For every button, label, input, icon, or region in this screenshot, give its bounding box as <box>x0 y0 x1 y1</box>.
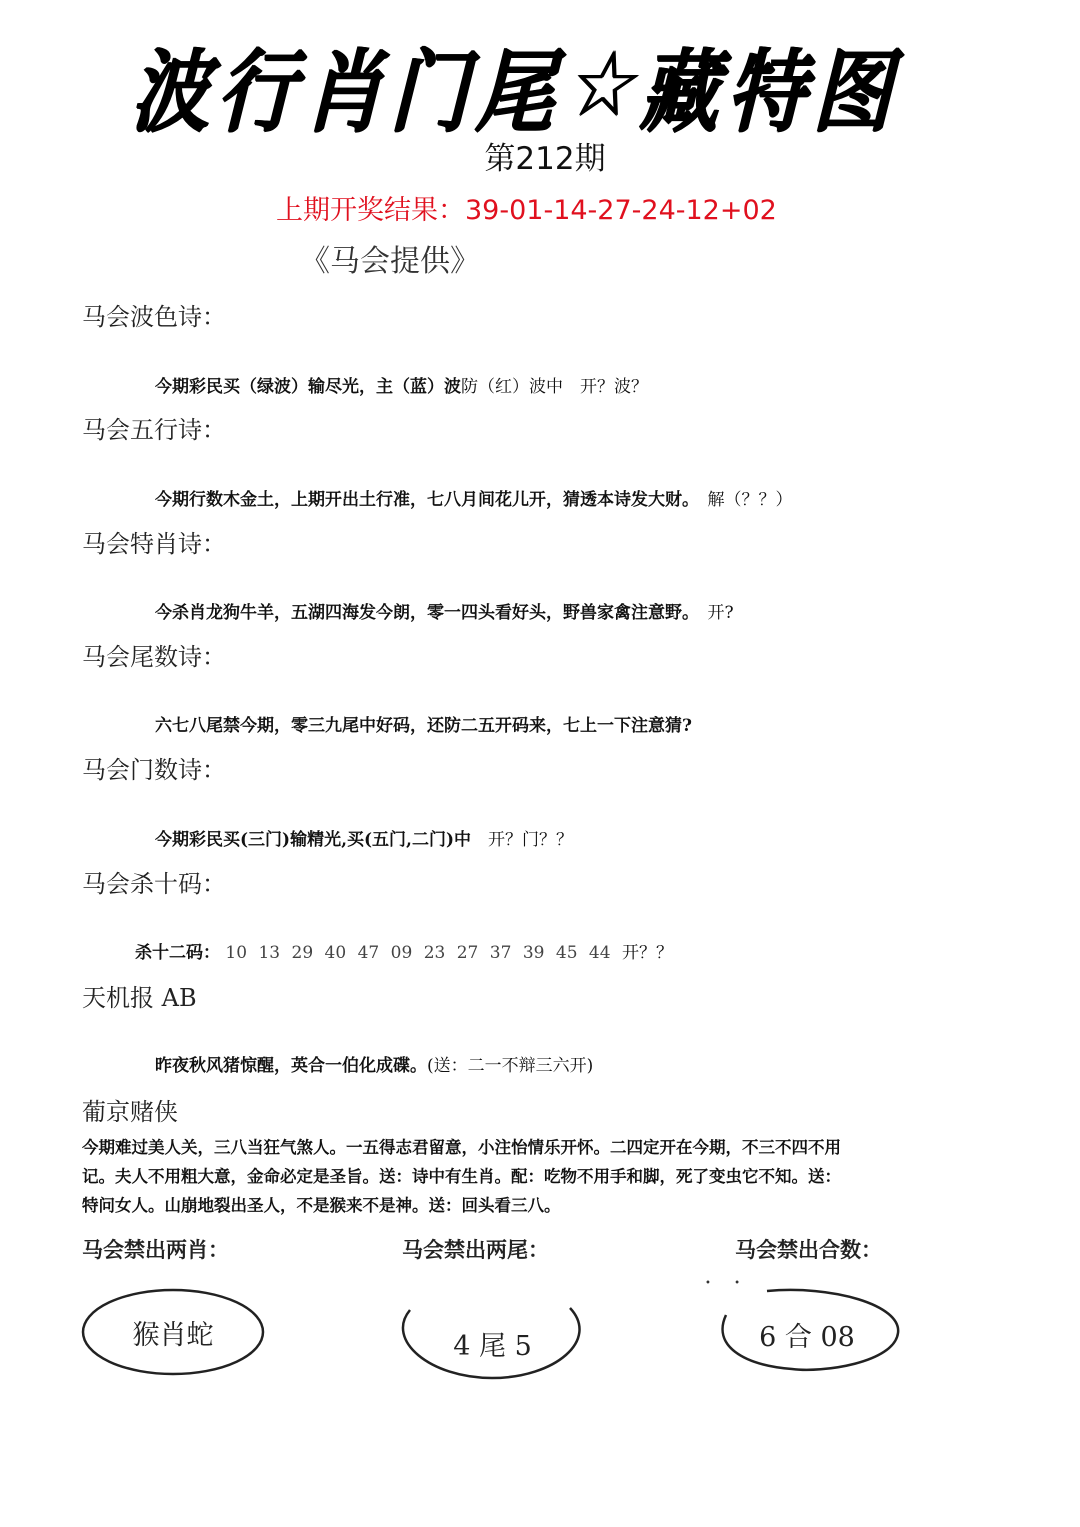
section-title-wave-color: 马会波色诗： <box>82 303 226 331</box>
banned-zodiac-label: 马会禁出两肖： <box>82 1238 229 1262</box>
banned-zodiac-ellipse <box>78 1285 268 1380</box>
kill-number: 09 <box>390 943 413 963</box>
section-title-tianji: 天机报 AB <box>82 984 197 1012</box>
last-result-numbers: 39-01-14-27-24-12+02 <box>465 195 777 226</box>
star-icon: ☆ <box>558 33 655 137</box>
issue-number: 第212期 <box>484 141 606 177</box>
poem-special-zodiac <box>155 598 734 623</box>
title-char: 肖 <box>297 41 402 145</box>
kill-numbers-line <box>135 938 673 963</box>
kill-number: 44 <box>588 943 611 963</box>
kill-number: 40 <box>324 943 347 963</box>
kill-number: 13 <box>258 943 281 963</box>
section-title-xiake: 葡京赌侠 <box>82 1098 178 1126</box>
decorative-dots: • • <box>705 1278 750 1289</box>
poem-bold: 六七八尾禁今期，零三九尾中好码，还防二五开码来，七上一下注意猜? <box>155 716 692 736</box>
poem-tianji <box>155 1051 593 1076</box>
xiake-line: 特问女人。山崩地裂出圣人，不是猴来不是神。送：回头看三八。 <box>82 1196 561 1215</box>
title-char: 图 <box>807 41 911 145</box>
section-title-door-number: 马会门数诗： <box>82 756 226 784</box>
poem-normal: 开? <box>690 603 734 623</box>
title-char: 藏 <box>634 41 739 145</box>
banned-sum-value: 6 合 08 <box>759 1322 855 1353</box>
kill-label: 杀十二码： <box>135 943 220 963</box>
section-title-kill-numbers: 马会杀十码： <box>82 870 226 898</box>
section-title-five-elements: 马会五行诗： <box>82 416 226 444</box>
title-char: 波 <box>125 41 229 145</box>
kill-number: 45 <box>555 943 578 963</box>
kill-number: 27 <box>456 943 479 963</box>
poem-wave-color <box>155 372 648 397</box>
poem-normal: 开？门？？ <box>471 830 574 850</box>
kill-number: 29 <box>291 943 314 963</box>
section-title-special-zodiac: 马会特肖诗： <box>82 530 226 558</box>
title-char: 尾 <box>470 41 574 145</box>
poem-bold: 昨夜秋风猪惊醒，英合一伯化成碟。 <box>155 1056 427 1076</box>
kill-number: 47 <box>357 943 380 963</box>
xiake-line: 记。夫人不用粗大意，金命必定是圣旨。送：诗中有生肖。配：吃物不用手和脚，死了变虫它不知。送： <box>82 1167 841 1186</box>
banned-sum-ellipse <box>712 1285 902 1375</box>
poem-bold: 今期彩民买（绿波）输尽光，主（蓝）波 <box>155 377 461 397</box>
banned-tail-value: 4 尾 5 <box>453 1331 532 1362</box>
provider-label: 《马会提供》 <box>300 244 480 279</box>
last-result-label: 上期开奖结果： <box>276 195 465 226</box>
poem-normal: 解（？？） <box>690 490 793 510</box>
kill-number: 39 <box>522 943 545 963</box>
poem-normal: 防（红）波中 开？波？ <box>461 377 648 397</box>
poem-five-elements <box>155 485 793 510</box>
poster-title <box>125 30 911 145</box>
poem-bold: 今杀肖龙狗牛羊，五湖四海发今朗，零一四头看好头，野兽家禽注意野。 <box>155 603 691 623</box>
poem-tail-number <box>155 711 692 736</box>
kill-number: 10 <box>225 943 248 963</box>
title-char: 特 <box>720 41 825 145</box>
banned-sum-label: 马会禁出合数： <box>735 1238 882 1262</box>
poem-normal: (送：二一不辩三六开) <box>427 1056 594 1076</box>
poem-bold: 今期行数木金土，上期开出土行准，七八月间花儿开，猜透本诗发大财。 <box>155 490 691 510</box>
title-char: 行 <box>211 41 316 145</box>
banned-tail-ellipse <box>390 1290 595 1382</box>
kill-number: 37 <box>489 943 512 963</box>
banned-tail-label: 马会禁出两尾： <box>402 1238 549 1262</box>
xiake-text <box>82 1133 982 1220</box>
kill-suffix: 开？？ <box>621 943 673 963</box>
poem-bold: 今期彩民买(三门)输精光,买(五门,二门)中 <box>155 830 472 850</box>
last-result <box>276 188 777 227</box>
xiake-line: 今期难过美人关，三八当狂气煞人。一五得志君留意，小注怡情乐开怀。二四定开在今期，不三不四不用 <box>82 1138 841 1157</box>
kill-number: 23 <box>423 943 446 963</box>
section-title-tail-number: 马会尾数诗： <box>82 643 226 671</box>
title-char: 门 <box>383 41 488 145</box>
poem-door-number <box>155 825 573 850</box>
banned-zodiac-value: 猴肖蛇 <box>132 1320 214 1351</box>
